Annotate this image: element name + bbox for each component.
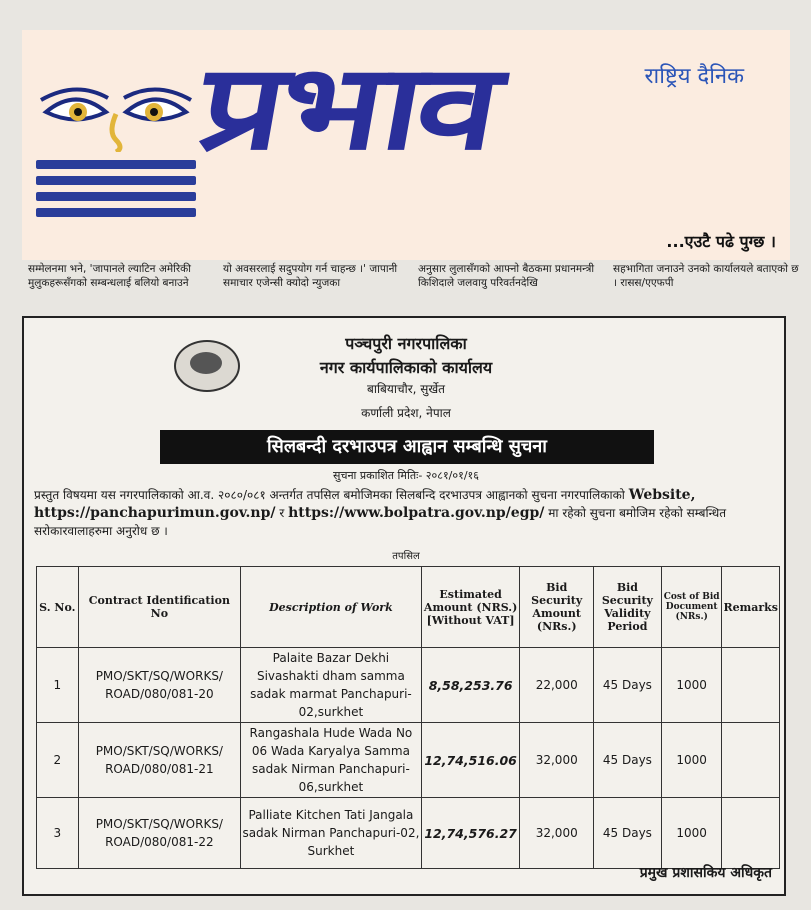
signature: प्रमुख प्रशासकिय अधिकृत: [639, 865, 772, 881]
cell-sno: 1: [37, 648, 79, 723]
col-sno: S. No.: [37, 567, 79, 648]
col-bid-amount: Bid Security Amount (NRs.): [520, 567, 593, 648]
cell-cid: PMO/SKT/SQ/WORKS/ ROAD/080/081-21: [78, 723, 240, 798]
cell-amount: 12,74,576.27: [421, 798, 520, 869]
buddha-eyes-logo: [36, 82, 196, 232]
cell-amount: 12,74,516.06: [421, 723, 520, 798]
cell-remarks: [722, 723, 780, 798]
website-link-2[interactable]: https://www.bolpatra.gov.np/egp/: [288, 505, 545, 521]
tender-table: [36, 566, 780, 869]
cell-desc: Rangashala Hude Wada No 06 Wada Karyalya Samma sadak Nirman Panchapuri-06,surkhet: [241, 723, 422, 798]
notice-title: सिलबन्दी दरभाउपत्र आह्वान सम्बन्धि सुचना: [160, 430, 654, 464]
col-cid: Contract Identification No: [78, 567, 240, 648]
province: कर्णाली प्रदेश, नेपाल: [361, 406, 451, 420]
cell-doc: 1000: [661, 648, 722, 723]
column-text: सम्मेलनमा भने, 'जापानले ल्याटिन अमेरिकी मुलुकहरूसँगको सम्बन्धलाई बलियो बनाउने: [28, 263, 191, 289]
publish-date: सुचना प्रकाशित मितिः- २०८१/०१/१६: [333, 469, 479, 482]
cell-cid: PMO/SKT/SQ/WORKS/ ROAD/080/081-22: [78, 798, 240, 869]
tagline-bottom: ...एउटै पढे पुग्छ ।: [666, 232, 776, 251]
masthead-brand: प्रभाव: [189, 37, 507, 176]
website-label: Website,: [628, 487, 696, 503]
website-link-1[interactable]: https://panchapurimun.gov.np/: [34, 505, 276, 521]
cell-amount: 8,58,253.76: [421, 648, 520, 723]
col-doc-cost: Cost of Bid Document (NRs.): [661, 567, 722, 648]
tender-notice: [22, 316, 786, 896]
article-column-strip: [28, 262, 799, 292]
para-suffix: मा रहेको सुचना बमोजिम रहेको सम्बन्धित सरोकारवालाहरुमा अनुरोध छ ।: [34, 506, 727, 538]
cell-validity: 45 Days: [593, 648, 661, 723]
masthead: [22, 30, 790, 260]
tapsil-label: तपसिल: [392, 551, 420, 562]
cell-sno: 3: [37, 798, 79, 869]
table-row: [37, 798, 780, 869]
cell-validity: 45 Days: [593, 798, 661, 869]
col-amount: Estimated Amount (NRS.) [Without VAT]: [421, 567, 520, 648]
office-name: नगर कार्यपालिकाको कार्यालय: [319, 358, 493, 377]
cell-desc: Palaite Bazar Dekhi Sivashakti dham samma sadak marmat Panchapuri-02,surkhet: [241, 648, 422, 723]
cell-sno: 2: [37, 723, 79, 798]
col-remarks: Remarks: [722, 567, 780, 648]
para-prefix: प्रस्तुत विषयमा यस नगरपालिकाको आ.व. २०८०/०८१ अन्तर्गत तपसिल बमोजिमका सिलबन्दि दरभाउपत्र आह्वानको सुचना नगरपालिकाको: [34, 488, 625, 502]
cell-bid: 22,000: [520, 648, 593, 723]
col-validity: Bid Security Validity Period: [593, 567, 661, 648]
cell-bid: 32,000: [520, 723, 593, 798]
column-text: सहभागिता जनाउने उनको कार्यालयले बताएको छ । रासस/एएफपी: [613, 263, 799, 289]
cell-cid: PMO/SKT/SQ/WORKS/ ROAD/080/081-20: [78, 648, 240, 723]
col-desc: Description of Work: [241, 567, 422, 648]
cell-validity: 45 Days: [593, 723, 661, 798]
table-row: [37, 723, 780, 798]
tagline-top: राष्ट्रिय दैनिक: [644, 64, 744, 89]
url-join: र: [279, 506, 285, 520]
org-name: पञ्चपुरी नगरपालिका: [345, 334, 467, 353]
cell-bid: 32,000: [520, 798, 593, 869]
office-address: बाबियाचौर, सुर्खेत: [366, 382, 446, 396]
cell-remarks: [722, 648, 780, 723]
cell-desc: Palliate Kitchen Tati Jangala sadak Nirman Panchapuri-02, Surkhet: [241, 798, 422, 869]
column-text: यो अवसरलाई सदुपयोग गर्न चाहन्छ ।' जापानी समाचार एजेन्सी क्योदो न्युजका: [223, 263, 398, 289]
cell-remarks: [722, 798, 780, 869]
cell-doc: 1000: [661, 798, 722, 869]
table-row: [37, 648, 780, 723]
column-text: अनुसार लुलासँगको आफ्नो बैठकमा प्रधानमन्त्री किशिदाले जलवायु परिवर्तनदेखि: [418, 263, 595, 289]
notice-paragraph: [34, 486, 779, 540]
cell-doc: 1000: [661, 723, 722, 798]
